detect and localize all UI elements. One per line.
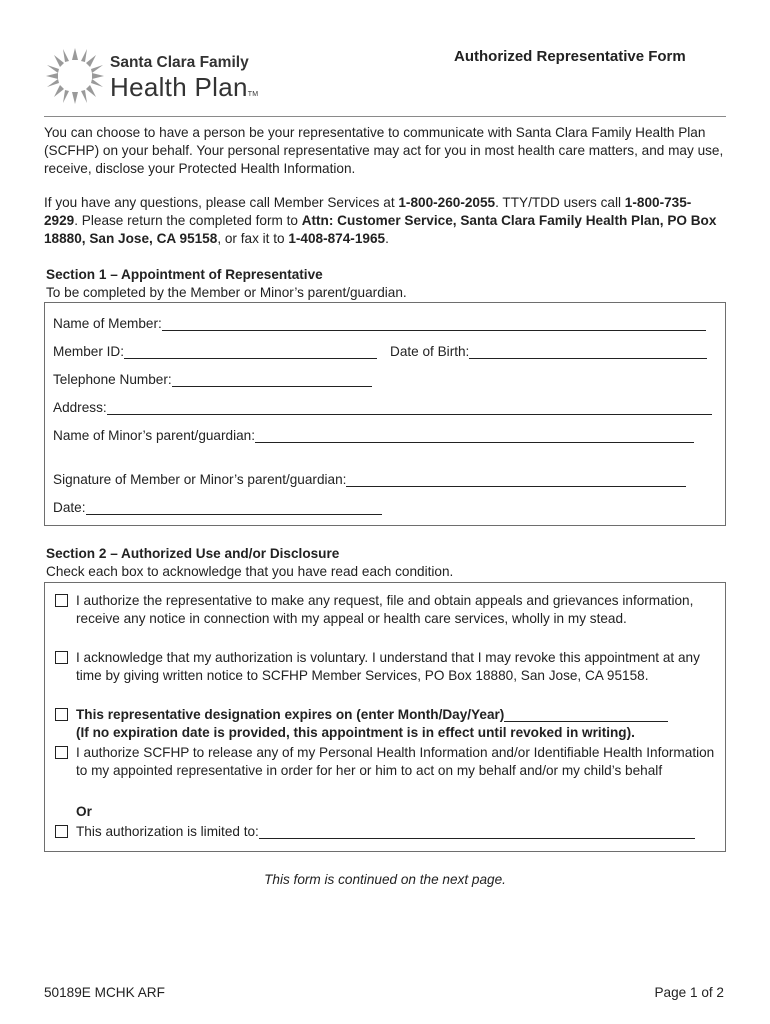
form-code: 50189E MCHK ARF [44,985,165,1000]
scfhp-logo [44,44,304,106]
expiration-date-input[interactable] [504,706,668,722]
member-name-input[interactable] [162,315,706,331]
starburst-logo-icon [44,46,106,106]
section1-box [44,302,726,526]
condition-2-text: I acknowledge that my authorization is voluntary. I understand that I may revoke this appointment at any time by giving written notice to SCFHP Member Services, PO Box 18880, San Jose, CA 95158. [76,650,700,683]
condition-4-text: I authorize SCFHP to release any of my Personal Health Information and/or Identifiable Health Information to my appointed representative in order for her or him to act on my behalf and/or my child’s behalf [76,745,715,778]
acknowledge-checkbox-5[interactable] [55,825,68,838]
acknowledge-checkbox-4[interactable] [55,746,68,759]
section1-title: Section 1 – Appointment of Representative [46,267,323,282]
acknowledge-checkbox-3[interactable] [55,708,68,721]
tty-phone: 1-800-735-2929 [44,195,692,228]
section1-subtitle: To be completed by the Member or Minor’s parent/guardian. [46,285,407,300]
section2-box [44,582,726,852]
logo-text-line2: Health PlanTM [110,72,259,102]
signature-field: Signature of Member or Minor’s parent/guardian: [53,471,686,487]
member-name-field: Name of Member: [53,315,706,331]
header-divider [44,116,726,117]
section2-title: Section 2 – Authorized Use and/or Disclosure [46,546,340,561]
return-address: Attn: Customer Service, Santa Clara Family Health Plan, PO Box 18880, San Jose, CA 95158 [44,213,717,246]
condition-1-text: I authorize the representative to make any request, file and obtain appeals and grievances information, receive any notice in connection with my appeal or health care services, wholly in my stead. [76,593,694,626]
limited-to-input[interactable] [259,823,695,839]
condition-3-note: (If no expiration date is provided, this appointment is in effect until revoked in writing). [76,725,635,740]
fax-number: 1-408-874-1965 [288,231,386,246]
dob-field: Date of Birth: [390,343,707,359]
dob-input[interactable] [469,343,707,359]
limited-to-field: This authorization is limited to: [76,823,695,839]
page-number: Page 1 of 2 [654,985,724,1000]
member-id-input[interactable] [124,343,377,359]
signature-input[interactable] [346,471,686,487]
guardian-input[interactable] [255,427,694,443]
expiration-field: This representative designation expires on (enter Month/Day/Year) [76,706,668,722]
telephone-field: Telephone Number: [53,371,372,387]
address-input[interactable] [107,399,712,415]
address-field: Address: [53,399,712,415]
logo-text-line1: Santa Clara Family [110,54,249,71]
date-input[interactable] [86,499,382,515]
intro-paragraph: You can choose to have a person be your representative to communicate with Santa Clara Family Health Plan (SCFHP) on your behalf. Your personal representative may act for you in most health care matters, and may use, receive, disclose your Protected Health Information. [44,125,724,176]
guardian-field: Name of Minor’s parent/guardian: [53,427,694,443]
member-id-field: Member ID: [53,343,377,359]
acknowledge-checkbox-1[interactable] [55,594,68,607]
acknowledge-checkbox-2[interactable] [55,651,68,664]
date-field: Date: [53,499,382,515]
telephone-input[interactable] [172,371,372,387]
member-services-phone: 1-800-260-2055 [398,195,496,210]
trademark-mark: TM [247,91,259,98]
or-label: Or [76,804,92,819]
form-title: Authorized Representative Form [454,48,686,65]
contact-paragraph: If you have any questions, please call Member Services at 1-800-260-2055. TTY/TDD users call 1-800-735-2929. Please return the completed form to Attn: Customer Service, Santa Clara Family Health Plan, PO Box 18880, San Jose, CA 95158, or fax it to 1-408-874-1965. [44,195,717,246]
section2-subtitle: Check each box to acknowledge that you have read each condition. [46,564,454,579]
continued-note: This form is continued on the next page. [264,872,506,887]
